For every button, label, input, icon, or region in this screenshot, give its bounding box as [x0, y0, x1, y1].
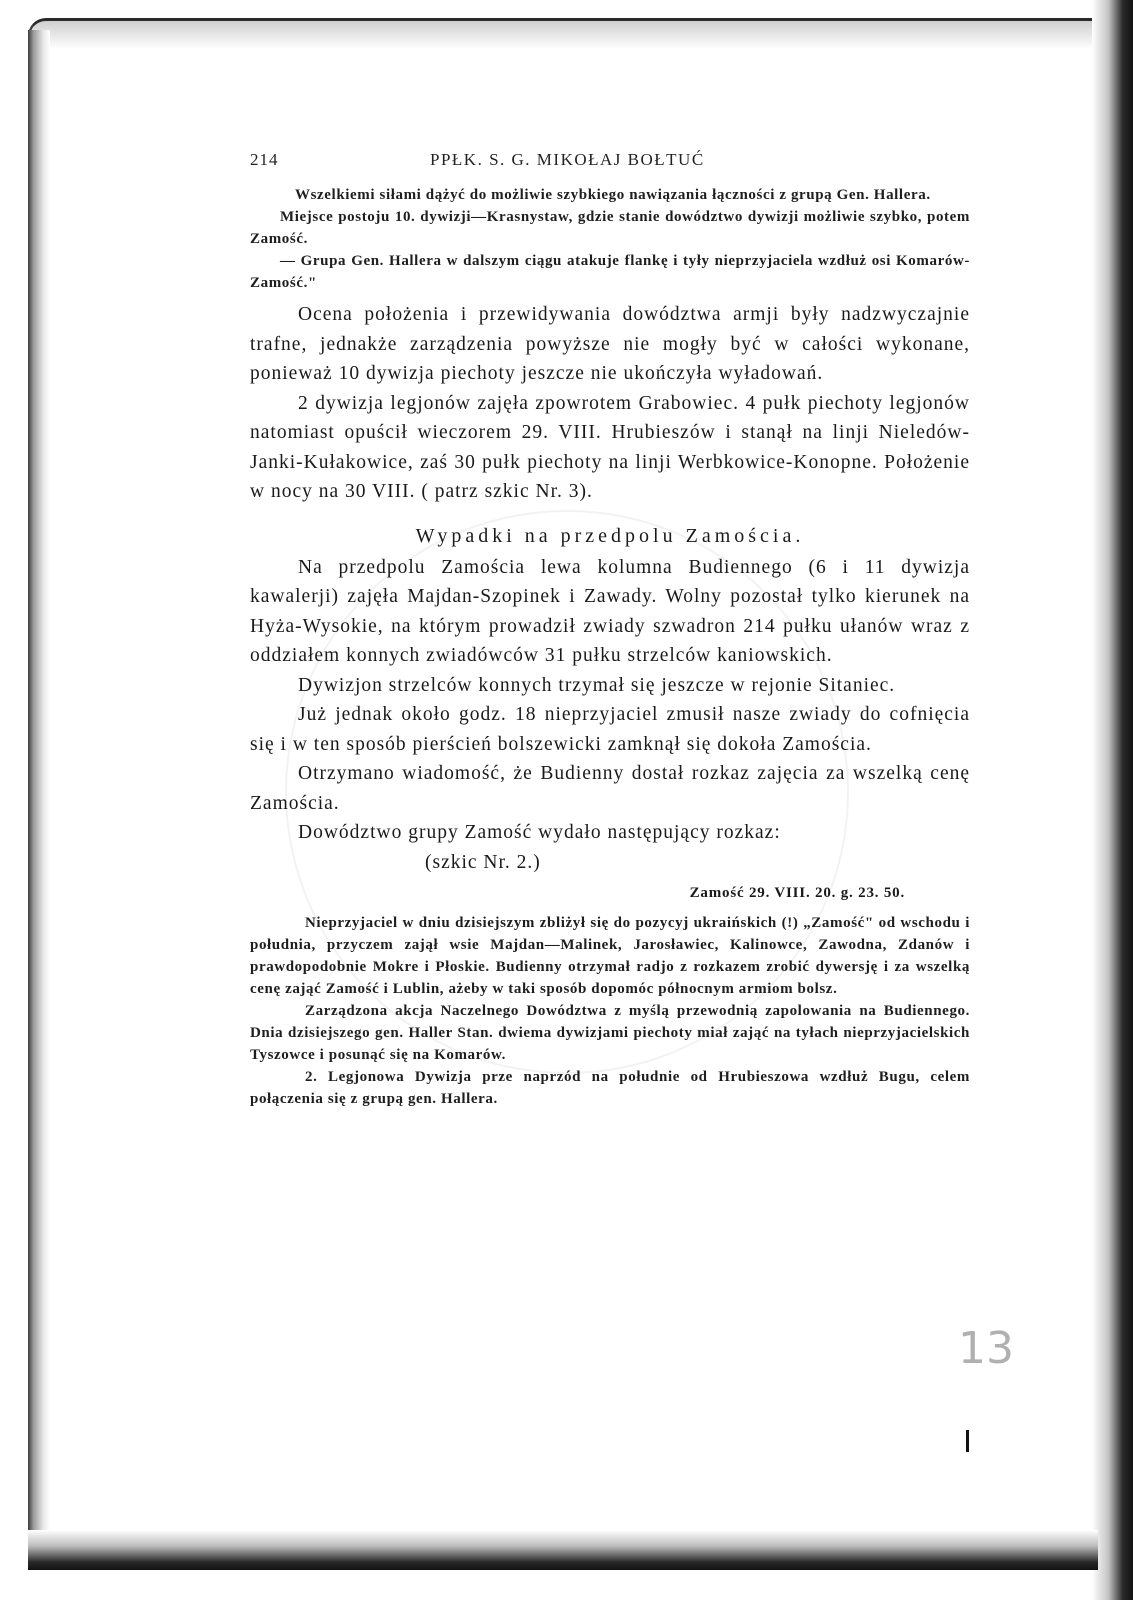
ink-mark — [966, 1430, 969, 1452]
page-text — [250, 150, 970, 1110]
body-paragraph: Dowództwo grupy Zamość wydało następujący rozkaz: — [298, 822, 781, 843]
order-paragraph: 2. Legjonowa Dywizja prze naprzód na południe od Hrubieszowa wzdłuż Bugu, celem połączenia się z grupą gen. Hallera. — [250, 1068, 970, 1107]
scan-border-top — [28, 18, 1110, 61]
author-header: PPŁK. S. G. MIKOŁAJ BOŁTUĆ — [430, 150, 705, 169]
body-paragraph: Dywizjon strzelców konnych trzymał się jeszcze w rejonie Sitaniec. — [298, 674, 896, 696]
order-excerpt-line: Wszelkiemi siłami dążyć do możliwie szybkiego nawiązania łączności z grupą Gen. Hallera. — [295, 187, 931, 203]
body-paragraph: 2 dywizja legjonów zajęła zpowrotem Grabowiec. 4 pułk piechoty legjonów natomiast opuścił wieczorem 29. VIII. Hrubieszów i stanął na linji Nieledów-Janki-Kułakowice, zaś 30 pułk piechoty na linji Werbkowice-Konopne. Położenie w nocy na 30 VIII. ( patrz szkic Nr. 3). — [250, 392, 970, 502]
scan-border-bottom — [28, 1530, 1098, 1570]
scan-border-right — [1092, 0, 1133, 1600]
page-number: 214 — [250, 150, 279, 169]
section-heading: Wypadki na przedpolu Zamościa. — [415, 524, 805, 547]
order-paragraph: Nieprzyjaciel w dniu dzisiejszym zbliżył się do pozycyj ukraińskich (!) „Zamość" od wschodu i południa, przyczem zajął wsie Majdan—Malinek, Jarosławiec, Kalinowce, Zawodna, Zdanów i prawdopodobnie Mokre i Płoskie. Budienny otrzymał radjo z rozkazem zrobić dywersję i za wszelką cenę zająć Zamość i Lublin, ażeby w taki sposób dopomóc północnym armiom bolsz. — [250, 914, 970, 997]
body-paragraph: Ocena położenia i przewidywania dowództwa armji były nadzwyczajnie trafne, jednakże zarządzenia powyższe nie mogły być w całości wykonane, ponieważ 10 dywizja piechoty jeszcze nie ukończyła wyładowań. — [250, 304, 970, 384]
order-paragraph: Zarządzona akcja Naczelnego Dowództwa z myślą przewodnią zapolowania na Budiennego. Dnia dzisiejszego gen. Haller Stan. dwiema dywizjami piechoty miał zająć na tyłach nieprzyjacielskich Tyszowce i posunąć się na Komarów. — [250, 1002, 970, 1063]
pencil-annotation: 13 — [958, 1323, 1014, 1374]
order-excerpt-line: — Grupa Gen. Hallera w dalszym ciągu atakuje flankę i tyły nieprzyjaciela wzdłuż osi Komarów-Zamość." — [250, 253, 970, 291]
body-paragraph: Już jednak około godz. 18 nieprzyjaciel zmusił nasze zwiady do cofnięcia się i w ten sposób pierścień bolszewicki zamknął się dokoła Zamościa. — [250, 704, 970, 755]
body-paragraph: Na przedpolu Zamościa lewa kolumna Budiennego (6 i 11 dywizja kawalerji) zajęła Majdan-Szopinek i Zawady. Wolny pozostał tylko kierunek na Hyża-Wysokie, na którym prowadził zwiady szwadron 214 pułku ułanów wraz z oddziałem konnych zwiadówców 31 pułku strzelców kaniowskich. — [250, 556, 970, 666]
sketch-reference: (szkic Nr. 2.) — [425, 851, 541, 873]
order-date-line: Zamość 29. VIII. 20. g. 23. 50. — [689, 884, 905, 901]
scan-border-left — [28, 30, 50, 1550]
running-head — [250, 150, 970, 184]
body-paragraph: Otrzymano wiadomość, że Budienny dostał rozkaz zajęcia za wszelką cenę Zamościa. — [250, 763, 970, 814]
order-excerpt-line: Miejsce postoju 10. dywizji—Krasnystaw, gdzie stanie dowództwo dywizji możliwie szybko, potem Zamość. — [250, 209, 970, 247]
